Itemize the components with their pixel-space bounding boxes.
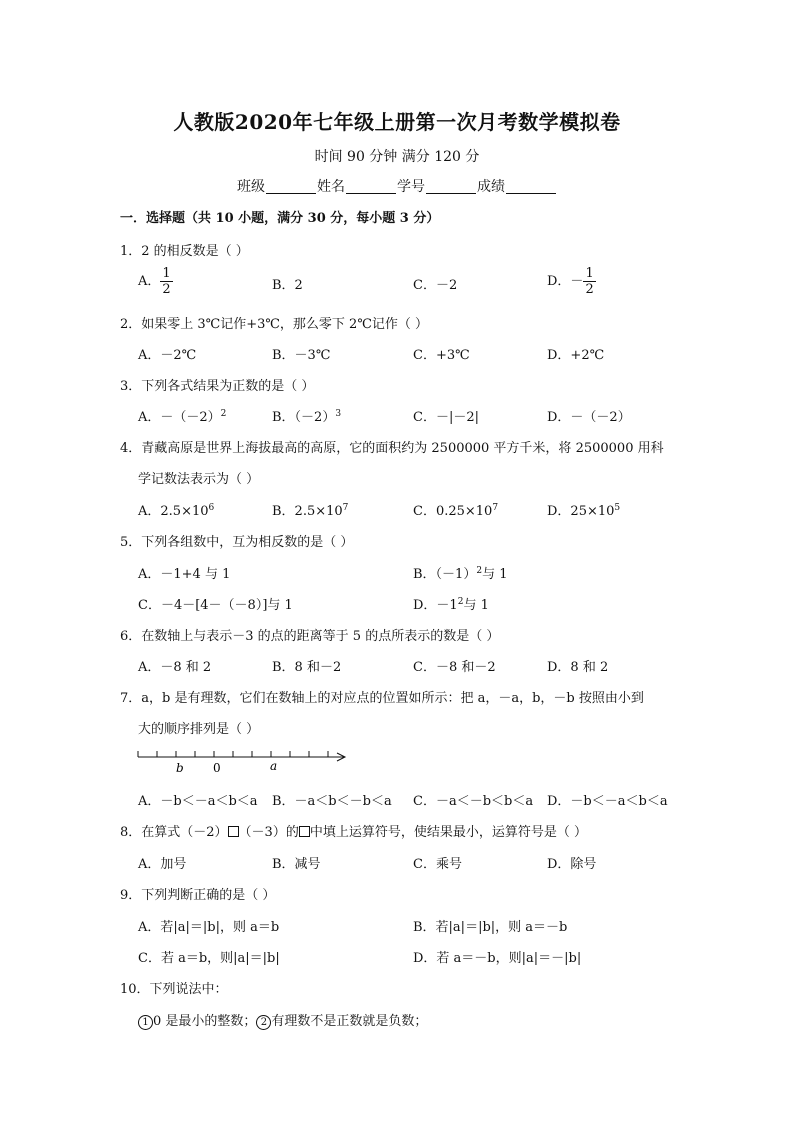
class-blank[interactable] [266, 179, 316, 194]
q5-option-b-tail: 与 1 [482, 567, 508, 582]
q2-option-a: A．－2℃ [138, 348, 197, 363]
blank-box-icon [299, 826, 310, 837]
exponent: 2 [476, 566, 483, 576]
q6-option-c: C．－8 和－2 [413, 660, 496, 675]
question-4-stem-line2: 学记数法表示为（ ） [138, 472, 260, 487]
number-blank[interactable] [426, 179, 476, 194]
q8-option-c: C．乘号 [413, 857, 462, 872]
q1-option-d [547, 266, 596, 297]
q9-option-c: C．若 a＝b，则|a|＝|b| [138, 951, 280, 966]
q4-option-b-label: B．2.5×10 [272, 504, 343, 519]
blank-box-icon [228, 826, 239, 837]
q8-stem-part2: （－3）的 [238, 825, 299, 840]
number-line-ticks [138, 751, 328, 757]
fraction-denominator: 2 [585, 282, 594, 297]
q5-option-a: A．－1+4 与 1 [138, 567, 231, 582]
fraction-numerator: 1 [585, 266, 594, 281]
question-4-stem-line1: 4．青藏高原是世界上海拔最高的高原，它的面积约为 2500000 平方千米，将 2500000 用科 [120, 441, 664, 456]
question-7-stem-line2: 大的顺序排列是（ ） [138, 722, 260, 737]
q6-option-d: D．8 和 2 [547, 660, 609, 675]
q8-option-d: D．除号 [547, 857, 597, 872]
q3-option-a-label: A．－（－2） [138, 410, 221, 425]
q5-option-b-label: B．（－1） [413, 567, 477, 582]
q5-option-d [413, 594, 489, 613]
q9-option-b: B．若|a|＝|b|，则 a＝－b [413, 920, 568, 935]
q4-option-d [547, 500, 620, 519]
q10-statement-2: 有理数不是正数就是负数； [271, 1014, 428, 1029]
q1-option-c: C．－2 [413, 278, 458, 293]
name-blank[interactable] [346, 179, 396, 194]
q9-option-d: D．若 a＝－b，则|a|＝－|b| [413, 951, 582, 966]
q7-option-b: B．－a＜b＜－b＜a [272, 794, 392, 809]
exponent: 6 [208, 503, 215, 513]
q4-option-d-label: D．25×10 [547, 504, 615, 519]
q5-option-d-tail: 与 1 [463, 598, 489, 613]
exam-title: 人教版2020年七年级上册第一次月考数学模拟卷 [173, 110, 621, 134]
exponent: 2 [457, 597, 464, 607]
question-7-stem-line1: 7．a，b 是有理数，它们在数轴上的对应点的位置如所示：把 a，－a，b，－b 按照由小到 [120, 691, 644, 706]
q7-option-d: D．－b＜－a＜b＜a [547, 794, 668, 809]
fraction-half [583, 266, 595, 297]
q7-option-a: A．－b＜－a＜b＜a [138, 794, 258, 809]
q1-option-d-label: D．－ [547, 274, 584, 289]
q3-option-b [272, 406, 341, 425]
q1-option-a-label: A． [138, 274, 161, 289]
q10-statement-1: 0 是最小的整数； [153, 1014, 257, 1029]
question-1-stem: 1．2 的相反数是（ ） [120, 244, 249, 259]
question-3-stem: 3．下列各式结果为正数的是（ ） [120, 379, 315, 394]
question-6-stem: 6．在数轴上与表示－3 的点的距离等于 5 的点所表示的数是（ ） [120, 629, 500, 644]
q5-option-c: C．－4－[4－（－8）]与 1 [138, 598, 293, 613]
name-label: 姓名 [317, 179, 345, 195]
q1-option-b: B．2 [272, 278, 303, 293]
score-label: 成绩 [477, 179, 505, 195]
q8-option-a: A．加号 [138, 857, 187, 872]
circled-number-2-icon: 2 [256, 1015, 271, 1030]
label-b: b [176, 761, 184, 775]
question-8-stem [120, 821, 587, 840]
student-info-line [0, 176, 794, 196]
q5-option-b [413, 563, 507, 582]
question-2-stem: 2．如果零上 3℃记作+3℃，那么零下 2℃记作（ ） [120, 317, 429, 332]
question-9-stem: 9．下列判断正确的是（ ） [120, 888, 276, 903]
q8-stem-part3: 中填上运算符号，使结果最小，运算符号是（ ） [309, 825, 587, 840]
q4-option-a [138, 500, 214, 519]
score-blank[interactable] [506, 179, 556, 194]
label-zero: 0 [213, 761, 221, 775]
number-line-figure [134, 745, 354, 777]
label-a: a [270, 759, 278, 773]
q7-option-c: C．－a＜－b＜b＜a [413, 794, 534, 809]
circled-number-1-icon: 1 [138, 1015, 153, 1030]
fraction-denominator: 2 [162, 282, 171, 297]
exponent: 5 [614, 503, 621, 513]
question-5-stem: 5．下列各组数中，互为相反数的是（ ） [120, 535, 354, 550]
q3-option-b-label: B．（－2） [272, 410, 336, 425]
q3-option-d: D．－（－2） [547, 410, 631, 425]
q6-option-b: B．8 和－2 [272, 660, 342, 675]
q1-option-a [138, 266, 173, 297]
fraction-half [160, 266, 172, 297]
exponent: 2 [220, 409, 227, 419]
q6-option-a: A．－8 和 2 [138, 660, 212, 675]
q4-option-c [413, 500, 498, 519]
q5-option-d-label: D．－1 [413, 598, 458, 613]
class-label: 班级 [237, 179, 265, 195]
q8-option-b: B．减号 [272, 857, 321, 872]
section-heading: 一．选择题（共 10 小题，满分 30 分，每小题 3 分） [120, 211, 440, 226]
q8-stem-part1: 8．在算式（－2） [120, 825, 228, 840]
q3-option-c: C．－|－2| [413, 410, 479, 425]
number-label: 学号 [397, 179, 425, 195]
exponent: 3 [335, 409, 342, 419]
q9-option-a: A．若|a|＝|b|，则 a＝b [138, 920, 280, 935]
time-score-line: 时间 90 分钟 满分 120 分 [314, 149, 480, 165]
q2-option-c: C．+3℃ [413, 348, 470, 363]
fraction-numerator: 1 [162, 266, 171, 281]
q3-option-a [138, 406, 226, 425]
exponent: 7 [342, 503, 349, 513]
q2-option-b: B．－3℃ [272, 348, 331, 363]
q4-option-b [272, 500, 348, 519]
question-10-stem: 10．下列说法中： [120, 982, 228, 997]
q10-statements [138, 1010, 427, 1030]
q4-option-c-label: C．0.25×10 [413, 504, 493, 519]
q2-option-d: D．+2℃ [547, 348, 605, 363]
exponent: 7 [492, 503, 499, 513]
q4-option-a-label: A．2.5×10 [138, 504, 209, 519]
